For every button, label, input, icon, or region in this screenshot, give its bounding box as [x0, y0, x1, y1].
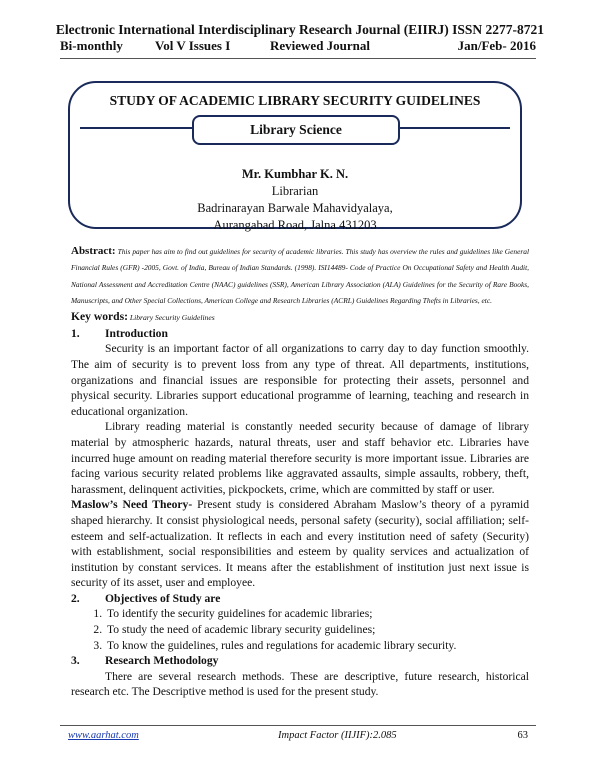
maslow-text: Present study is considered Abraham Maslow’s theory of a pyramid shaped hierarchy. It consist physiological needs, personal safety (security), social affiliation; self-esteem and self-actualization. It reflects in each and every institution need of safety (Security) with establishment, social responsibilities and esteem by quality services and actualization of institution by constant services. It means after the establishment of institution just next issue is security of its asset, user and employee.	[71, 498, 529, 590]
issue-date: Jan/Feb- 2016	[457, 38, 536, 53]
author-institution: Badrinarayan Barwale Mahavidyalaya,	[197, 201, 393, 215]
abstract-text: This paper has aim to find out guidelines for security of academic libraries. This study has overview the rules and guidelines like General Financial Rules (GFR) -2005, Govt. of India, Bureau of Indian Standards. (1998). ISI14489- Code of Practice On Occupational Safety and Health Audit, National Assessment and Accreditation Centre (NAAC) guidelines (SSR), American Library Association (ALA) Guidelines for the Security of Rare Books, Manuscripts, and Other Special Collections, American College and Research Libraries (ACRL) Guidelines Regarding Thefts in Libraries, etc.	[71, 247, 529, 305]
keywords-text: Library Security Guidelines	[128, 313, 215, 323]
section-heading	[71, 591, 529, 607]
abstract-label: Abstract:	[71, 245, 116, 257]
list-item: 2. To study the need of academic library security guidelines;	[105, 622, 529, 638]
section-number: 1.	[71, 326, 80, 340]
maslow-paragraph	[71, 497, 529, 591]
section-heading	[71, 326, 529, 342]
page-number: 63	[517, 730, 528, 741]
author-address: Aurangabad Road, Jalna 431203	[213, 218, 377, 232]
author-role: Librarian	[271, 184, 319, 198]
title-frame	[68, 81, 522, 232]
frequency: Bi-monthly	[60, 38, 123, 53]
paper-body	[71, 243, 529, 700]
paragraph: Security is an important factor of all organizations to carry day to day function smoothly. The aim of security is to prevent loss from any type of threat. All departments, institutions, organizations and financial issues are responsible for protecting their assets, personnel and physical security. Libraries support educational programme of learning, teaching and research in educational organization.	[71, 342, 529, 418]
section-number: 3.	[71, 654, 80, 668]
footer-rule	[60, 725, 536, 726]
subject-badge: Library Science	[192, 115, 400, 145]
maslow-label: Maslow’s Need Theory-	[71, 498, 193, 512]
review-status: Reviewed Journal	[270, 38, 371, 53]
paragraph: Library reading material is constantly needed security because of damage of library material by atmospheric hazards, natural threats, user and staff behavior etc. Libraries have incurred huge amount on reading material therefore security is more important issue. Libraries are facing various security related problems like aggravated assaults, simple assaults, robbery, theft, harassment, delinquent activities, pickpockets, crime, which are committed by staff or user.	[71, 420, 529, 496]
volume: Vol V Issues I	[155, 38, 231, 53]
header-rule	[60, 58, 536, 59]
keywords	[71, 309, 529, 326]
list-item: 3. To know the guidelines, rules and regulations for academic library security.	[105, 638, 529, 654]
keywords-label: Key words:	[71, 310, 128, 324]
section-title: Objectives of Study are	[105, 591, 221, 605]
section-heading	[71, 653, 529, 669]
paper-title: STUDY OF ACADEMIC LIBRARY SECURITY GUIDELINES	[109, 93, 481, 108]
impact-factor: Impact Factor (IIJIF):2.085	[278, 730, 397, 741]
section-title: Research Methodology	[105, 654, 219, 668]
author-block	[70, 166, 520, 234]
section-title: Introduction	[105, 326, 168, 340]
paragraph: There are several research methods. These are descriptive, future research, historical research etc. The Descriptive method is used for the present study.	[71, 669, 529, 699]
objectives-list	[71, 606, 529, 653]
list-item: 1. To identify the security guidelines for academic libraries;	[105, 606, 529, 622]
journal-link[interactable]: www.aarhat.com	[68, 730, 139, 741]
abstract	[71, 243, 529, 309]
section-number: 2.	[71, 591, 80, 605]
author-name: Mr. Kumbhar K. N.	[241, 167, 349, 181]
journal-header: Electronic International Interdisciplinary Research Journal (EIIRJ) ISSN 2277-8721	[55, 22, 545, 37]
